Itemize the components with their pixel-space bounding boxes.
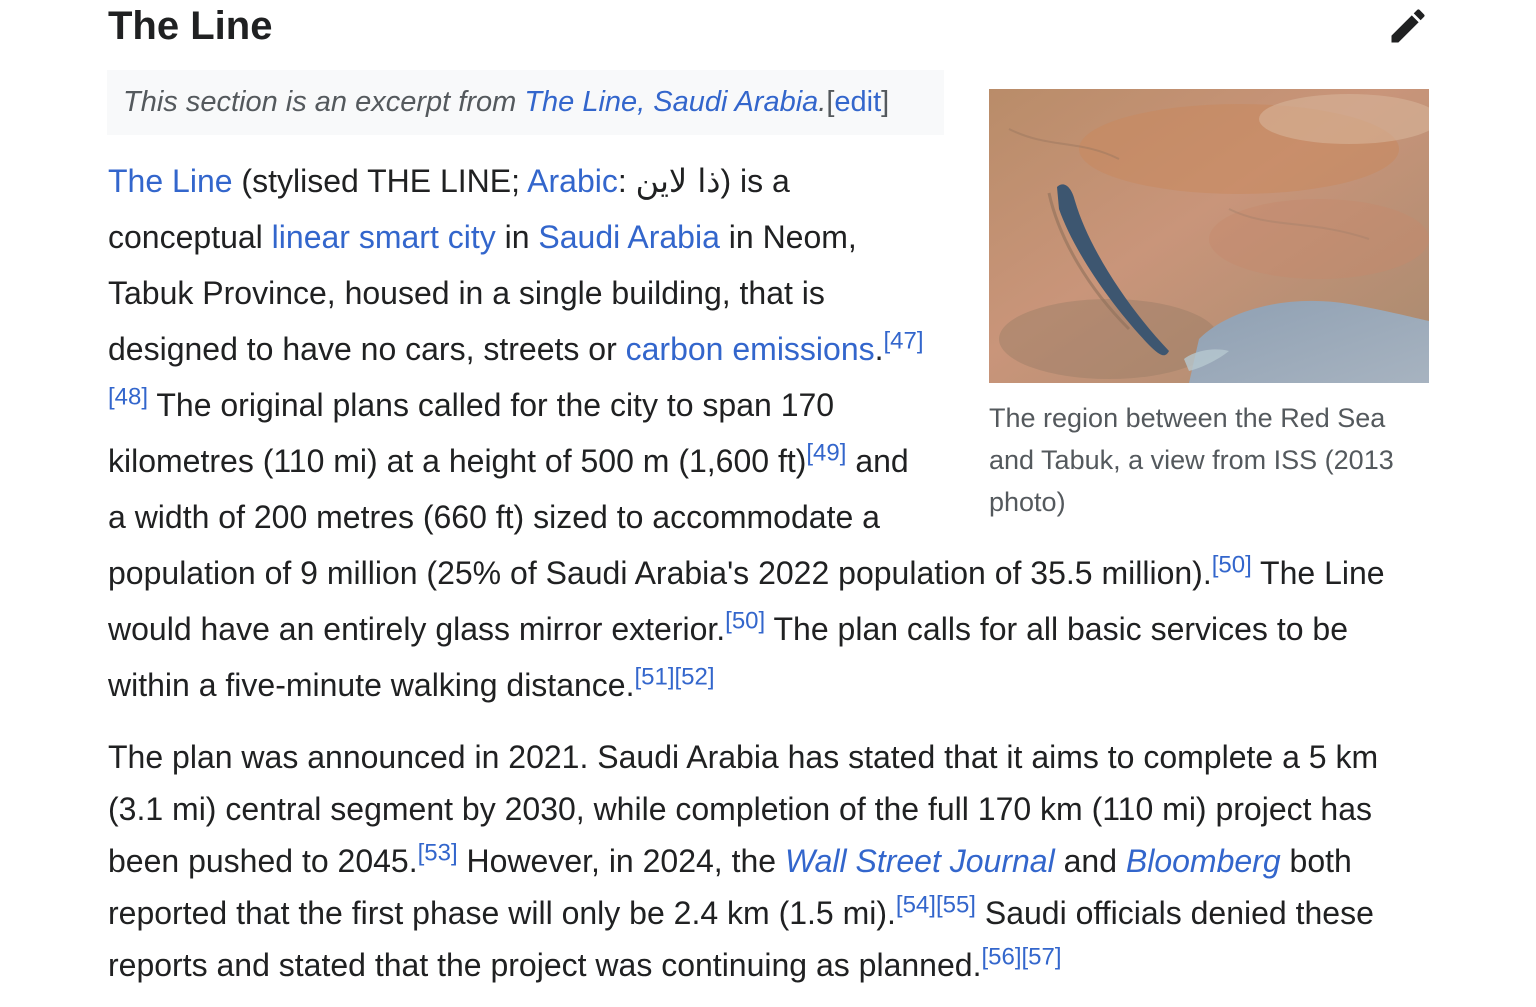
link-carbon-emissions[interactable]: carbon emissions	[625, 331, 875, 367]
pencil-icon[interactable]	[1386, 4, 1430, 48]
image-caption: The region between the Red Sea and Tabuk, a view from ISS (2013 photo)	[989, 403, 1394, 517]
ref-57[interactable]: [57]	[1021, 943, 1062, 971]
ref-55[interactable]: [55]	[935, 891, 976, 919]
link-saudi-arabia[interactable]: Saudi Arabia	[538, 219, 720, 255]
edit-bracket-close: ]	[881, 86, 890, 118]
text: .	[874, 331, 884, 367]
excerpt-source-link[interactable]: The Line, Saudi Arabia	[524, 86, 819, 118]
text: in	[495, 219, 539, 255]
edit-bracket-open: [	[826, 86, 835, 118]
ref-53[interactable]: [53]	[417, 839, 458, 867]
text: (stylised THE LINE;	[232, 163, 528, 199]
text: and	[1054, 843, 1126, 879]
text: Saudi officials denied these reports and stated that the project was continuing as planned.	[108, 895, 1374, 983]
arabic-name: ذا لاين	[635, 162, 721, 200]
ref-52[interactable]: [52]	[674, 663, 715, 691]
text: in Neom, Tabuk Province, housed in a single building, that is designed to have no cars, streets or	[108, 219, 857, 367]
text: However, in 2024, the	[457, 843, 785, 879]
text: The original plans called for the city to span 170 kilometres (110 mi) at a height of 500 m (1,600 ft)	[108, 387, 835, 479]
ref-49[interactable]: [49]	[806, 439, 847, 467]
text: :	[617, 163, 636, 199]
ref-51[interactable]: [51]	[634, 663, 675, 691]
ref-50[interactable]: [50]	[725, 607, 766, 635]
paragraph-intro	[108, 153, 1433, 713]
paragraph-timeline	[108, 731, 1433, 991]
link-linear-smart-city[interactable]: linear smart city	[271, 219, 496, 255]
text: The plan was announced in 2021. Saudi Arabia has stated that it aims to complete a 5 km (3.1 mi) central segment by 2030, while completion of the full 170 km (110 mi) project has been pushed to 2045.	[108, 739, 1379, 879]
link-the-line[interactable]: The Line	[108, 163, 233, 199]
ref-47[interactable]: [47]	[883, 327, 924, 355]
excerpt-hatnote	[107, 70, 944, 135]
ref-48[interactable]: [48]	[108, 383, 149, 411]
text: The Line would have an entirely glass mirror exterior.	[108, 555, 1385, 647]
link-arabic[interactable]: Arabic	[527, 163, 618, 199]
section-heading: The Line	[108, 4, 273, 48]
ref-54[interactable]: [54]	[895, 891, 936, 919]
hatnote-edit-link[interactable]: edit	[834, 86, 882, 118]
ref-50[interactable]: [50]	[1211, 551, 1252, 579]
ref-56[interactable]: [56]	[981, 943, 1022, 971]
text: The plan calls for all basic services to be within a five-minute walking distance.	[108, 611, 1348, 703]
text: and a width of 200 metres (660 ft) sized to accommodate a population of 9 million (25% of Saudi Arabia's 2022 population of 35.5 million).	[108, 443, 1212, 591]
link-bloomberg[interactable]: Bloomberg	[1125, 843, 1281, 879]
text: both reported that the first phase will only be 2.4 km (1.5 mi).	[108, 843, 1352, 931]
link-wall-street-journal[interactable]: Wall Street Journal	[784, 843, 1055, 879]
hatnote-prefix: This section is an excerpt from	[123, 86, 525, 118]
text: ) is a conceptual	[108, 163, 790, 255]
hatnote-period: .	[818, 86, 827, 118]
